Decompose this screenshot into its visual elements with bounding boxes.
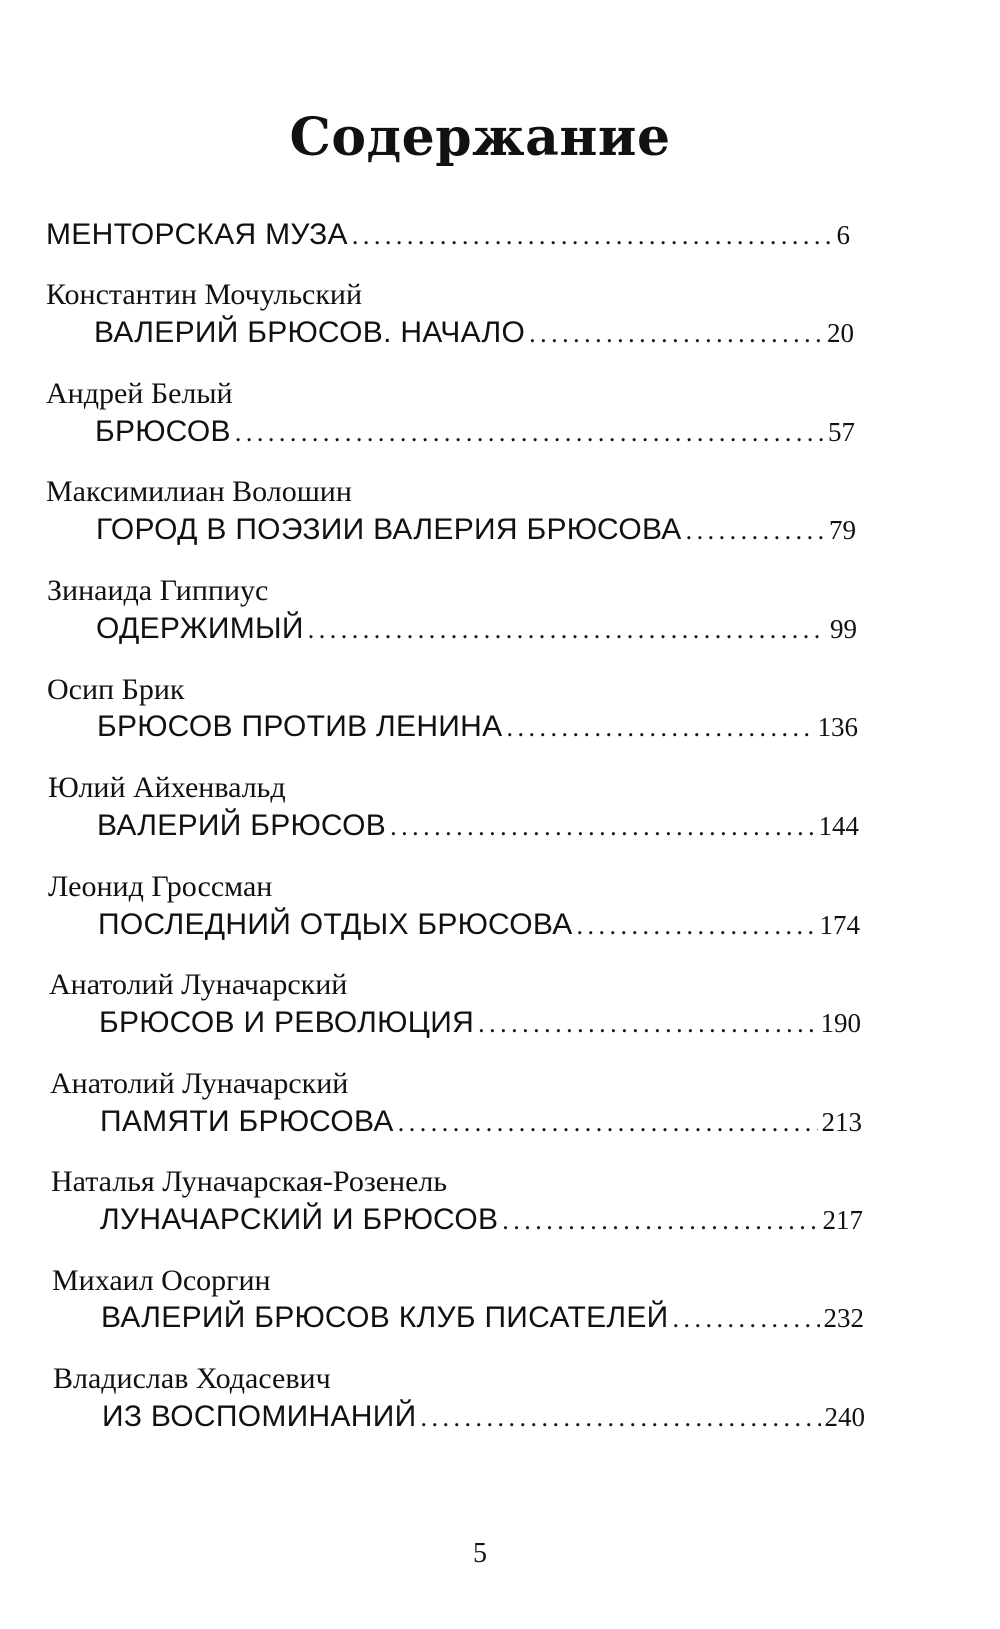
toc-entry (95, 415, 855, 449)
toc-entry-author: Леонид Гроссман (48, 870, 273, 903)
toc-entry-page-number: 144 (818, 811, 859, 841)
toc-entry-page-number: 213 (821, 1107, 862, 1137)
toc-entry-title: ВАЛЕРИЙ БРЮСОВ КЛУБ ПИСАТЕЛЕЙ (101, 1301, 669, 1334)
toc-entry-title: ПАМЯТИ БРЮСОВА (100, 1105, 394, 1138)
toc-entry-title: БРЮСОВ (95, 415, 231, 448)
toc-entry (102, 1400, 865, 1434)
dot-leader (235, 418, 824, 448)
toc-entry (46, 218, 850, 252)
toc-entry (96, 612, 857, 646)
toc-entry-title: ЛУНАЧАРСКИЙ И БРЮСОВ (100, 1203, 499, 1236)
toc-entry (96, 513, 856, 547)
dot-leader (420, 1403, 820, 1433)
dot-leader (352, 221, 833, 251)
toc-entry (98, 908, 860, 942)
toc-entry-title: ОДЕРЖИМЫЙ (96, 612, 304, 645)
dot-leader (673, 1304, 820, 1334)
toc-entry-page-number: 57 (828, 417, 855, 447)
toc-entry-title: БРЮСОВ И РЕВОЛЮЦИЯ (99, 1006, 475, 1039)
toc-entry-page-number: 232 (823, 1303, 864, 1333)
toc-entry-author: Анатолий Луначарский (49, 968, 348, 1001)
toc-entry-page-number: 99 (830, 614, 857, 644)
toc-entry-page-number: 6 (836, 220, 850, 250)
page-title: Содержание (289, 107, 671, 168)
toc-entry-author: Андрей Белый (46, 377, 233, 410)
toc-entry-author: Владислав Ходасевич (53, 1362, 331, 1395)
toc-entry-author: Максимилиан Волошин (46, 475, 352, 508)
dot-leader (502, 1206, 818, 1236)
toc-entry (97, 710, 858, 744)
toc-entry (94, 316, 854, 350)
toc-entry-page-number: 217 (822, 1205, 863, 1235)
toc-entry-page-number: 79 (829, 515, 856, 545)
page-number-footer: 5 (473, 1538, 487, 1569)
dot-leader (577, 911, 816, 941)
dot-leader (390, 812, 814, 842)
toc-entry (100, 1203, 863, 1237)
toc-entry-title: ПОСЛЕДНИЙ ОТДЫХ БРЮСОВА (98, 908, 573, 941)
toc-entry-author: Анатолий Луначарский (50, 1067, 349, 1100)
toc-entry-author: Константин Мочульский (46, 278, 363, 311)
toc-entry-page-number: 20 (827, 318, 854, 348)
dot-leader (529, 319, 823, 349)
dot-leader (478, 1009, 816, 1039)
toc-entry-title: ВАЛЕРИЙ БРЮСОВ. НАЧАЛО (94, 316, 526, 349)
dot-leader (308, 615, 826, 645)
toc-entry (100, 1105, 862, 1139)
toc-entry-author: Михаил Осоргин (52, 1264, 271, 1297)
toc-entry (99, 1006, 861, 1040)
toc-entry-author: Осип Брик (47, 673, 185, 706)
dot-leader (398, 1108, 818, 1138)
toc-entry-title: ВАЛЕРИЙ БРЮСОВ (97, 809, 387, 842)
toc-entry-page-number: 136 (817, 712, 858, 742)
toc-entry-title: БРЮСОВ ПРОТИВ ЛЕНИНА (97, 710, 503, 743)
toc-entry-title: МЕНТОРСКАЯ МУЗА (46, 218, 348, 251)
toc-entry-title: ГОРОД В ПОЭЗИИ ВАЛЕРИЯ БРЮСОВА (96, 513, 682, 546)
toc-entry-author: Наталья Луначарская-Розенель (51, 1165, 448, 1198)
toc-entry-author: Зинаида Гиппиус (47, 574, 269, 607)
toc-entry-page-number: 174 (819, 910, 860, 940)
toc-entry-title: ИЗ ВОСПОМИНАНИЙ (102, 1400, 417, 1433)
toc-entry-author: Юлий Айхенвальд (48, 771, 286, 804)
toc-entry (97, 809, 859, 843)
dot-leader (506, 713, 813, 743)
toc-entry (101, 1301, 864, 1335)
toc-entry-page-number: 190 (820, 1008, 861, 1038)
toc-entry-page-number: 240 (824, 1402, 865, 1432)
dot-leader (686, 516, 825, 546)
